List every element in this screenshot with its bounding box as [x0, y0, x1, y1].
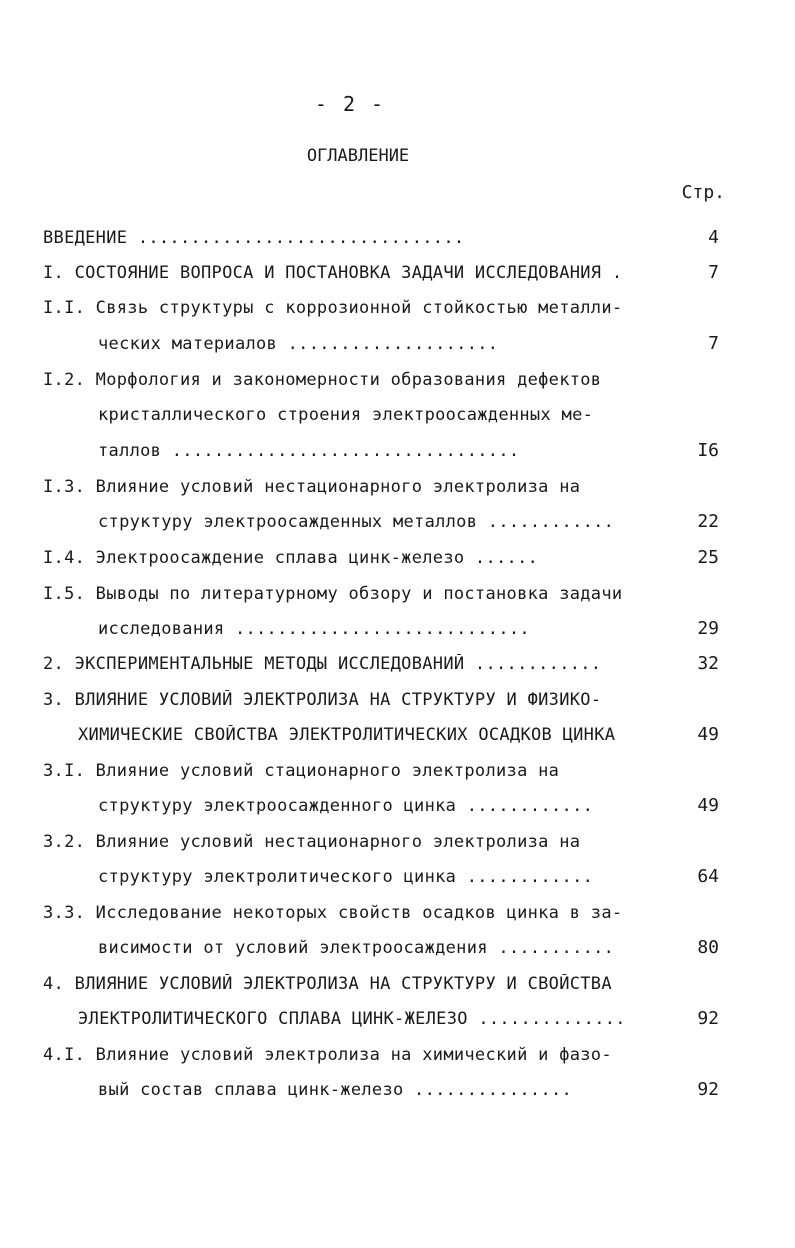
toc-entry-page: 32 — [697, 653, 719, 674]
toc-entry-line: 4. ВЛИЯНИЕ УСЛОВИЙ ЭЛЕКТРОЛИЗА НА СТРУКТУРУ И СВОЙСТВА — [43, 974, 612, 994]
toc-entry-line: I.I. Связь структуры с коррозионной стойкостью металли- — [43, 298, 623, 318]
toc-entry-line: исследования ............................ — [98, 619, 530, 639]
toc-entry-line: ХИМИЧЕСКИЕ СВОЙСТВА ЭЛЕКТРОЛИТИЧЕСКИХ ОСАДКОВ ЦИНКА — [78, 725, 616, 745]
toc-entry-line: ческих материалов .................... — [98, 334, 499, 354]
toc-entry-line: 2. ЭКСПЕРИМЕНТАЛЬНЫЕ МЕТОДЫ ИССЛЕДОВАНИЙ ............ — [43, 654, 602, 674]
toc-entry-line: 3.3. Исследование некоторых свойств осадков цинка в за- — [43, 903, 623, 923]
page-column-label: Стр. — [681, 182, 725, 203]
toc-entry-line: ВВЕДЕНИЕ ............................... — [43, 228, 465, 248]
toc-entry-line: таллов ................................. — [98, 441, 520, 461]
toc-entry-line: кристаллического строения электроосажденных ме- — [98, 405, 594, 425]
toc-entry-page: 64 — [697, 866, 719, 887]
toc-entry-page: 29 — [697, 618, 719, 639]
toc-entry-page: 7 — [708, 262, 719, 283]
toc-entry-line: I.4. Электроосаждение сплава цинк-железо ...... — [43, 548, 539, 568]
toc-entry-line: вый состав сплава цинк-железо ............... — [98, 1080, 573, 1100]
toc-entry-line: структуру электроосажденных металлов ............ — [98, 512, 615, 532]
toc-entry-line: I.2. Морфология и закономерности образования дефектов — [43, 370, 602, 390]
toc-entry-page: 7 — [708, 333, 719, 354]
toc-entry-page: 92 — [697, 1008, 719, 1029]
toc-entry-line: I. СОСТОЯНИЕ ВОПРОСА И ПОСТАНОВКА ЗАДАЧИ ИССЛЕДОВАНИЯ . — [43, 263, 623, 283]
toc-entry-line: структуру электроосажденного цинка ............ — [98, 796, 594, 816]
toc-entry-page: 80 — [697, 937, 719, 958]
toc-entry-line: 4.I. Влияние условий электролиза на химический и фазо- — [43, 1045, 612, 1065]
toc-entry-page: 49 — [697, 795, 719, 816]
page-title: ОГЛАВЛЕНИЕ — [306, 146, 410, 166]
toc-entry-line: I.5. Выводы по литературному обзору и постановка задачи — [43, 584, 623, 604]
toc-entry-page: 4 — [708, 227, 719, 248]
toc-entry-page: 22 — [697, 511, 719, 532]
toc-entry-page: 92 — [697, 1079, 719, 1100]
toc-entry-line: висимости от условий электроосаждения ........... — [98, 938, 615, 958]
toc-entry-page: 25 — [697, 547, 719, 568]
toc-entry-line: 3.I. Влияние условий стационарного электролиза на — [43, 761, 560, 781]
toc-entry-line: ЭЛЕКТРОЛИТИЧЕСКОГО СПЛАВА ЦИНК-ЖЕЛЕЗО .............. — [78, 1009, 626, 1029]
page-number: - 2 - — [314, 92, 386, 116]
toc-entry-line: 3. ВЛИЯНИЕ УСЛОВИЙ ЭЛЕКТРОЛИЗА НА СТРУКТУРУ И ФИЗИКО- — [43, 690, 602, 710]
toc-entry-line: I.3. Влияние условий нестационарного электролиза на — [43, 477, 581, 497]
toc-entry-line: структуру электролитического цинка ............ — [98, 867, 594, 887]
toc-entry-page: 49 — [697, 724, 719, 745]
toc-entry-line: 3.2. Влияние условий нестационарного электролиза на — [43, 832, 581, 852]
toc-entry-page: I6 — [697, 440, 719, 461]
